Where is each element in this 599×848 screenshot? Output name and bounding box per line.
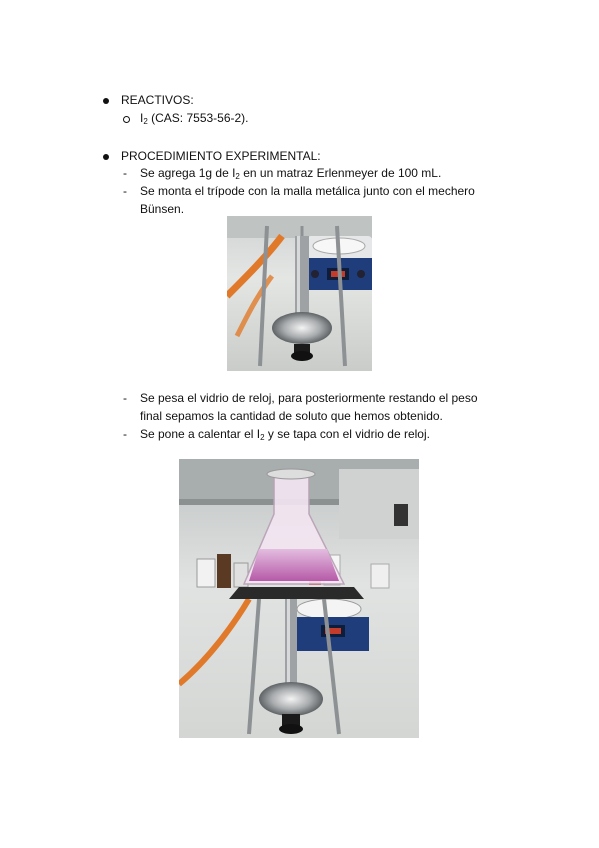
sub-bullet-circle: [123, 116, 130, 123]
tripod-burner-illustration: [227, 216, 372, 371]
photo-tripod-burner: [227, 216, 372, 371]
step-3-line-1: Se pesa el vidrio de reloj, para posteriormente restando el peso: [140, 391, 478, 405]
dash-marker: -: [123, 166, 127, 180]
procedimiento-heading: PROCEDIMIENTO EXPERIMENTAL:: [121, 149, 321, 163]
photo-flask-heating: [179, 459, 419, 738]
step-3-line-2: final sepamos la cantidad de soluto que hemos obtenido.: [140, 409, 443, 423]
step-4-subscript: 2: [260, 433, 265, 442]
reactivos-heading: REACTIVOS:: [121, 93, 194, 107]
flask-heating-illustration: [179, 459, 419, 738]
bullet-dot: [103, 98, 109, 104]
reagent-suffix: (CAS: 7553-56-2).: [147, 111, 249, 125]
reagent-item: [140, 111, 249, 129]
step-1-text-a: Se agrega 1g de I: [140, 166, 236, 180]
dash-marker: -: [123, 184, 127, 198]
reagent-subscript: 2: [143, 117, 148, 126]
step-1-text-b: en un matraz Erlenmeyer de 100 mL.: [239, 166, 442, 180]
step-4-text-a: Se pone a calentar el I: [140, 427, 261, 441]
dash-marker: -: [123, 427, 127, 441]
step-2-line-1: Se monta el trípode con la malla metálica junto con el mechero: [140, 184, 475, 198]
step-4: [140, 427, 430, 445]
step-2-line-2: Bünsen.: [140, 202, 185, 216]
step-4-text-b: y se tapa con el vidrio de reloj.: [264, 427, 430, 441]
step-1-subscript: 2: [235, 172, 240, 181]
dash-marker: -: [123, 391, 127, 405]
bullet-dot: [103, 154, 109, 160]
reagent-prefix: I: [140, 111, 144, 125]
step-1: [140, 166, 441, 184]
